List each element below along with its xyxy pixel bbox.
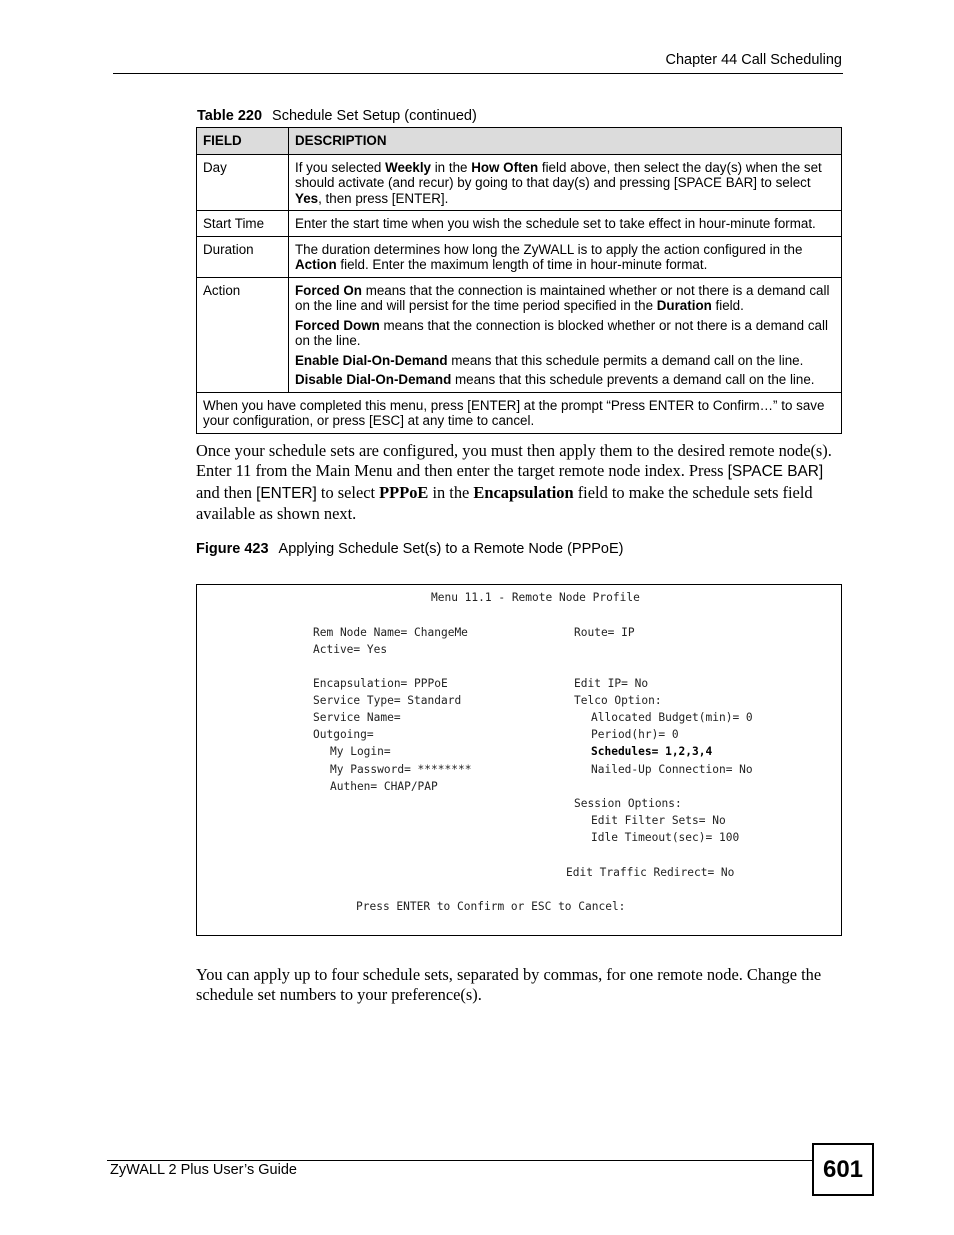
telco-option-label: Telco Option: — [574, 694, 662, 707]
figure-caption — [196, 541, 624, 557]
active-field: Active= Yes — [313, 643, 388, 656]
table-row-action — [197, 277, 842, 392]
session-options-label: Session Options: — [574, 797, 682, 810]
figure-caption-label: Figure 423 — [196, 541, 269, 557]
closing-paragraph: You can apply up to four schedule sets, separated by commas, for one remote node. Change the schedule set numbers to your preference(s). — [196, 965, 822, 1005]
outgoing-label: Outgoing= — [313, 728, 374, 741]
table-row-duration — [197, 236, 842, 277]
description-cell: Enter the start time when you wish the schedule set to take effect in hour-minute format. — [289, 211, 842, 237]
schedule-set-table — [196, 127, 842, 434]
edit-ip-field: Edit IP= No — [574, 677, 649, 690]
field-cell: Day — [197, 154, 289, 211]
forced-down-text: Forced Down means that the connection is blocked whether or not there is a demand call on the line. — [295, 317, 828, 348]
nailed-up-field: Nailed-Up Connection= No — [591, 763, 753, 776]
allocated-budget-field: Allocated Budget(min)= 0 — [591, 711, 753, 724]
running-header: Chapter 44 Call Scheduling — [665, 52, 842, 68]
service-name-field: Service Name= — [313, 711, 401, 724]
footer-divider — [107, 1160, 812, 1161]
footer-cell: When you have completed this menu, press [ENTER] at the prompt “Press ENTER to Confirm…” to save your configuration, or press [ESC] at any time to cancel. — [197, 392, 842, 433]
field-cell: Start Time — [197, 211, 289, 237]
idle-timeout-field: Idle Timeout(sec)= 100 — [591, 831, 740, 844]
field-cell: Action — [197, 277, 289, 392]
table-footer-row — [197, 392, 842, 433]
table-header-row — [197, 128, 842, 155]
table-caption-label: Table 220 — [197, 108, 263, 124]
rem-node-name-field: Rem Node Name= ChangeMe — [313, 626, 468, 639]
description-cell: The duration determines how long the ZyWALL is to apply the action configured in the Action field. Enter the maximum length of time in hour-minute format. — [289, 236, 842, 277]
forced-on-text: Forced On means that the connection is maintained whether or not there is a demand call on the line and will persist for the time period specified in the Duration field. — [295, 282, 830, 313]
period-field: Period(hr)= 0 — [591, 728, 679, 741]
schedules-field: Schedules= 1,2,3,4 — [591, 745, 713, 758]
page-number: 601 — [812, 1143, 874, 1196]
route-field: Route= IP — [574, 626, 635, 639]
description-cell: If you selected Weekly in the How Often field above, then select the day(s) when the set should activate (and recur) by going to that day(s) and pressing [SPACE BAR] to select Yes, then press [ENTER]. — [289, 154, 842, 211]
guide-title: ZyWALL 2 Plus User’s Guide — [110, 1162, 297, 1178]
table-caption-title: Schedule Set Setup (continued) — [272, 108, 477, 124]
encapsulation-field: Encapsulation= PPPoE — [313, 677, 448, 690]
my-login-field: My Login= — [330, 745, 391, 758]
disable-dod-text: Disable Dial-On-Demand means that this schedule prevents a demand call on the line. — [295, 372, 815, 387]
service-type-field: Service Type= Standard — [313, 694, 462, 707]
table-row-day — [197, 154, 842, 211]
terminal-screen — [196, 584, 842, 936]
confirm-prompt: Press ENTER to Confirm or ESC to Cancel: — [356, 900, 626, 913]
my-password-field: My Password= ******** — [330, 763, 472, 776]
description-column-header: DESCRIPTION — [289, 128, 842, 155]
edit-traffic-redirect-field: Edit Traffic Redirect= No — [566, 866, 735, 879]
figure-caption-title: Applying Schedule Set(s) to a Remote Node (PPPoE) — [278, 541, 624, 557]
edit-filter-sets-field: Edit Filter Sets= No — [591, 814, 726, 827]
table-caption — [197, 108, 477, 124]
table-row-start-time — [197, 211, 842, 237]
description-cell — [289, 277, 842, 392]
menu-title: Menu 11.1 - Remote Node Profile — [431, 591, 640, 604]
field-cell: Duration — [197, 236, 289, 277]
intro-paragraph: Once your schedule sets are configured, you must then apply them to the desired remote node(s). Enter 11 from the Main Menu and then enter the target remote node index. Press [SPACE BAR] and then [ENTER] to select PPPoE in the Encapsulation field to make the schedule sets field available as shown next. — [196, 441, 832, 523]
authen-field: Authen= CHAP/PAP — [330, 780, 438, 793]
field-column-header: FIELD — [197, 128, 289, 155]
enable-dod-text: Enable Dial-On-Demand means that this schedule permits a demand call on the line. — [295, 352, 804, 368]
header-divider — [113, 73, 843, 74]
